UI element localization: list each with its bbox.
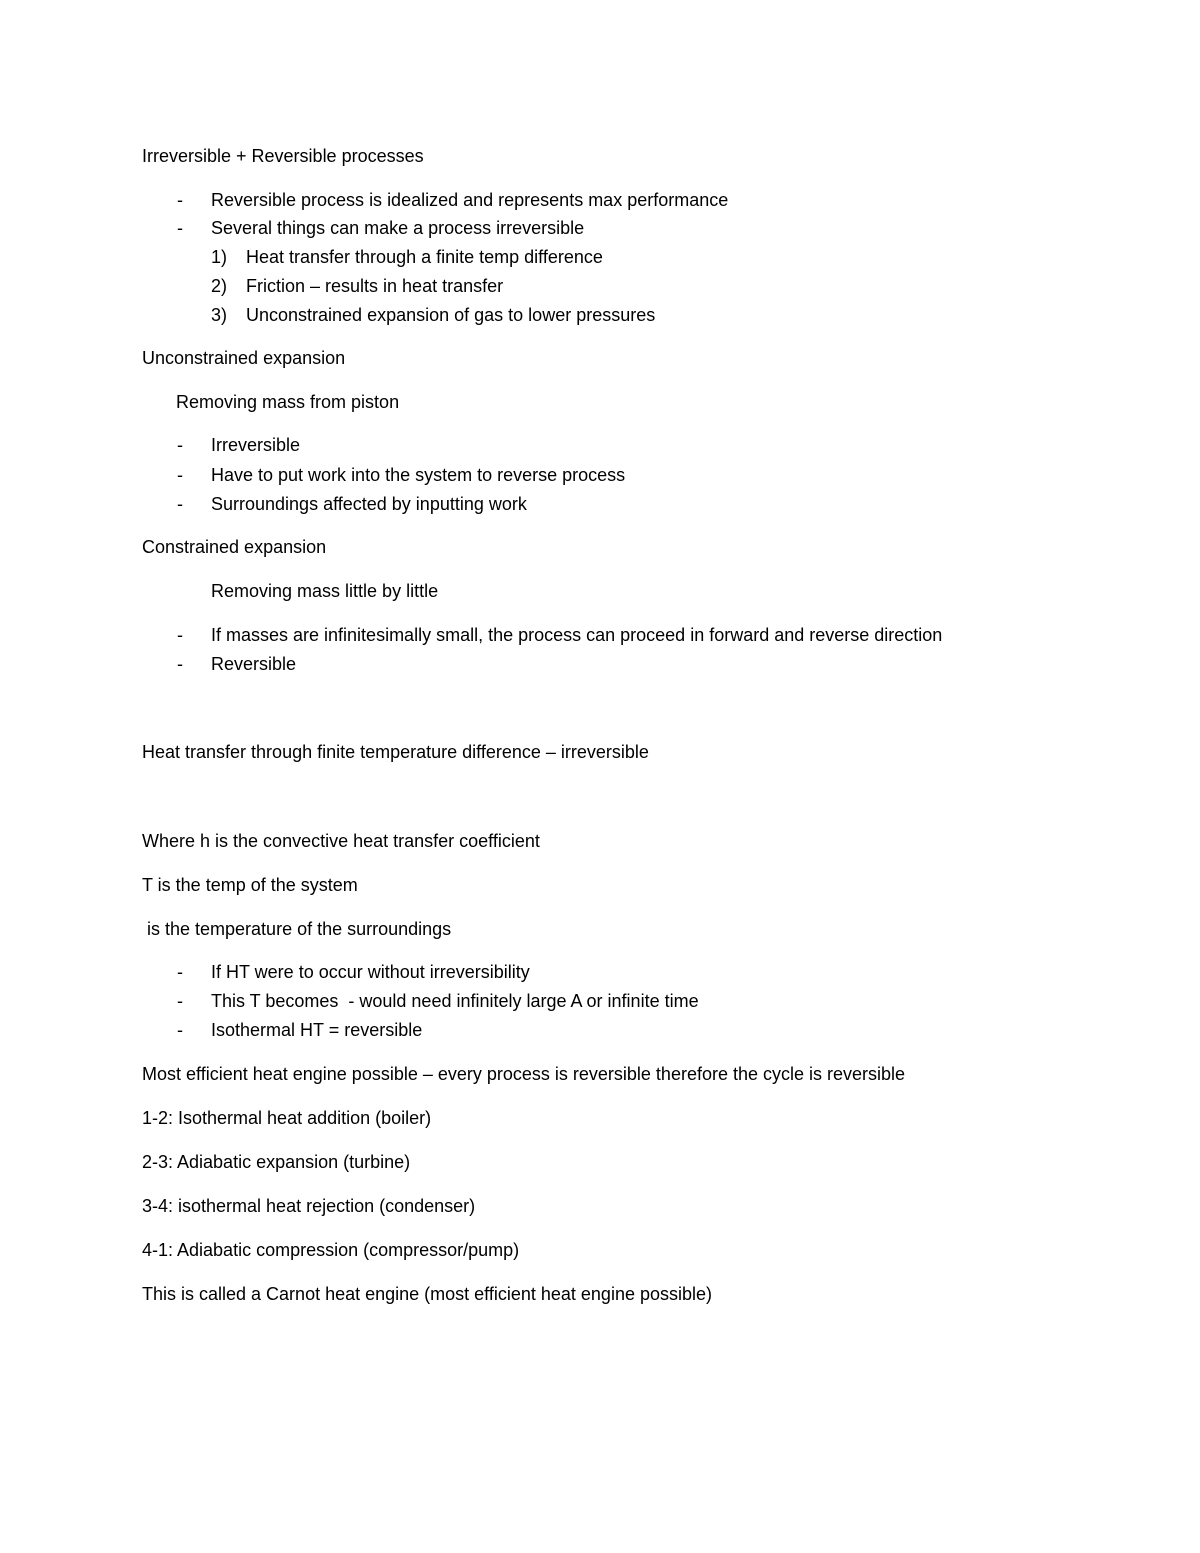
bullet-text: Have to put work into the system to reverse process [211, 465, 626, 485]
bullet-dash: - [177, 625, 183, 645]
numbered-text: Heat transfer through a finite temp difference [246, 247, 603, 267]
paragraph: T is the temp of the system [142, 875, 358, 895]
carnot-step: 3-4: isothermal heat rejection (condenser) [142, 1196, 476, 1216]
numbered-text: Friction – results in heat transfer [246, 276, 504, 296]
bullet-text: If HT were to occur without irreversibility [211, 962, 530, 982]
paragraph-carnot-conclusion: This is called a Carnot heat engine (most efficient heat engine possible) [142, 1284, 712, 1304]
bullet-dash: - [177, 962, 183, 982]
section-heading-unconstrained: Unconstrained expansion [142, 348, 346, 368]
carnot-step: 4-1: Adiabatic compression (compressor/pump) [142, 1240, 520, 1260]
bullet-text: Several things can make a process irreversible [211, 218, 585, 238]
section-heading-irreversible: Irreversible + Reversible processes [142, 146, 424, 166]
bullet-text: Surroundings affected by inputting work [211, 494, 527, 514]
bullet-dash: - [177, 494, 183, 514]
numbered-text: Unconstrained expansion of gas to lower pressures [246, 305, 656, 325]
numbered-marker: 1) [211, 247, 228, 267]
numbered-marker: 2) [211, 276, 228, 296]
carnot-step: 2-3: Adiabatic expansion (turbine) [142, 1152, 411, 1172]
paragraph: is the temperature of the surroundings [142, 919, 452, 939]
bullet-dash: - [177, 218, 183, 238]
numbered-marker: 3) [211, 305, 228, 325]
bullet-text: Isothermal HT = reversible [211, 1020, 423, 1040]
subheading: Removing mass little by little [211, 581, 439, 601]
paragraph: Where h is the convective heat transfer coefficient [142, 831, 540, 851]
bullet-text: If masses are infinitesimally small, the process can proceed in forward and reverse direction [211, 625, 943, 645]
subheading: Removing mass from piston [176, 392, 400, 412]
bullet-text: This T becomes - would need infinitely large A or infinite time [211, 991, 699, 1011]
bullet-dash: - [177, 190, 183, 210]
bullet-dash: - [177, 1020, 183, 1040]
bullet-text: Reversible process is idealized and represents max performance [211, 190, 729, 210]
paragraph-carnot-intro: Most efficient heat engine possible – every process is reversible therefore the cycle is reversible [142, 1064, 906, 1084]
section-heading-heat-transfer: Heat transfer through finite temperature difference – irreversible [142, 742, 649, 762]
bullet-dash: - [177, 435, 183, 455]
bullet-text: Irreversible [211, 435, 301, 455]
section-heading-constrained: Constrained expansion [142, 537, 327, 557]
bullet-dash: - [177, 465, 183, 485]
carnot-step: 1-2: Isothermal heat addition (boiler) [142, 1108, 432, 1128]
bullet-text: Reversible [211, 654, 297, 674]
bullet-dash: - [177, 991, 183, 1011]
bullet-dash: - [177, 654, 183, 674]
